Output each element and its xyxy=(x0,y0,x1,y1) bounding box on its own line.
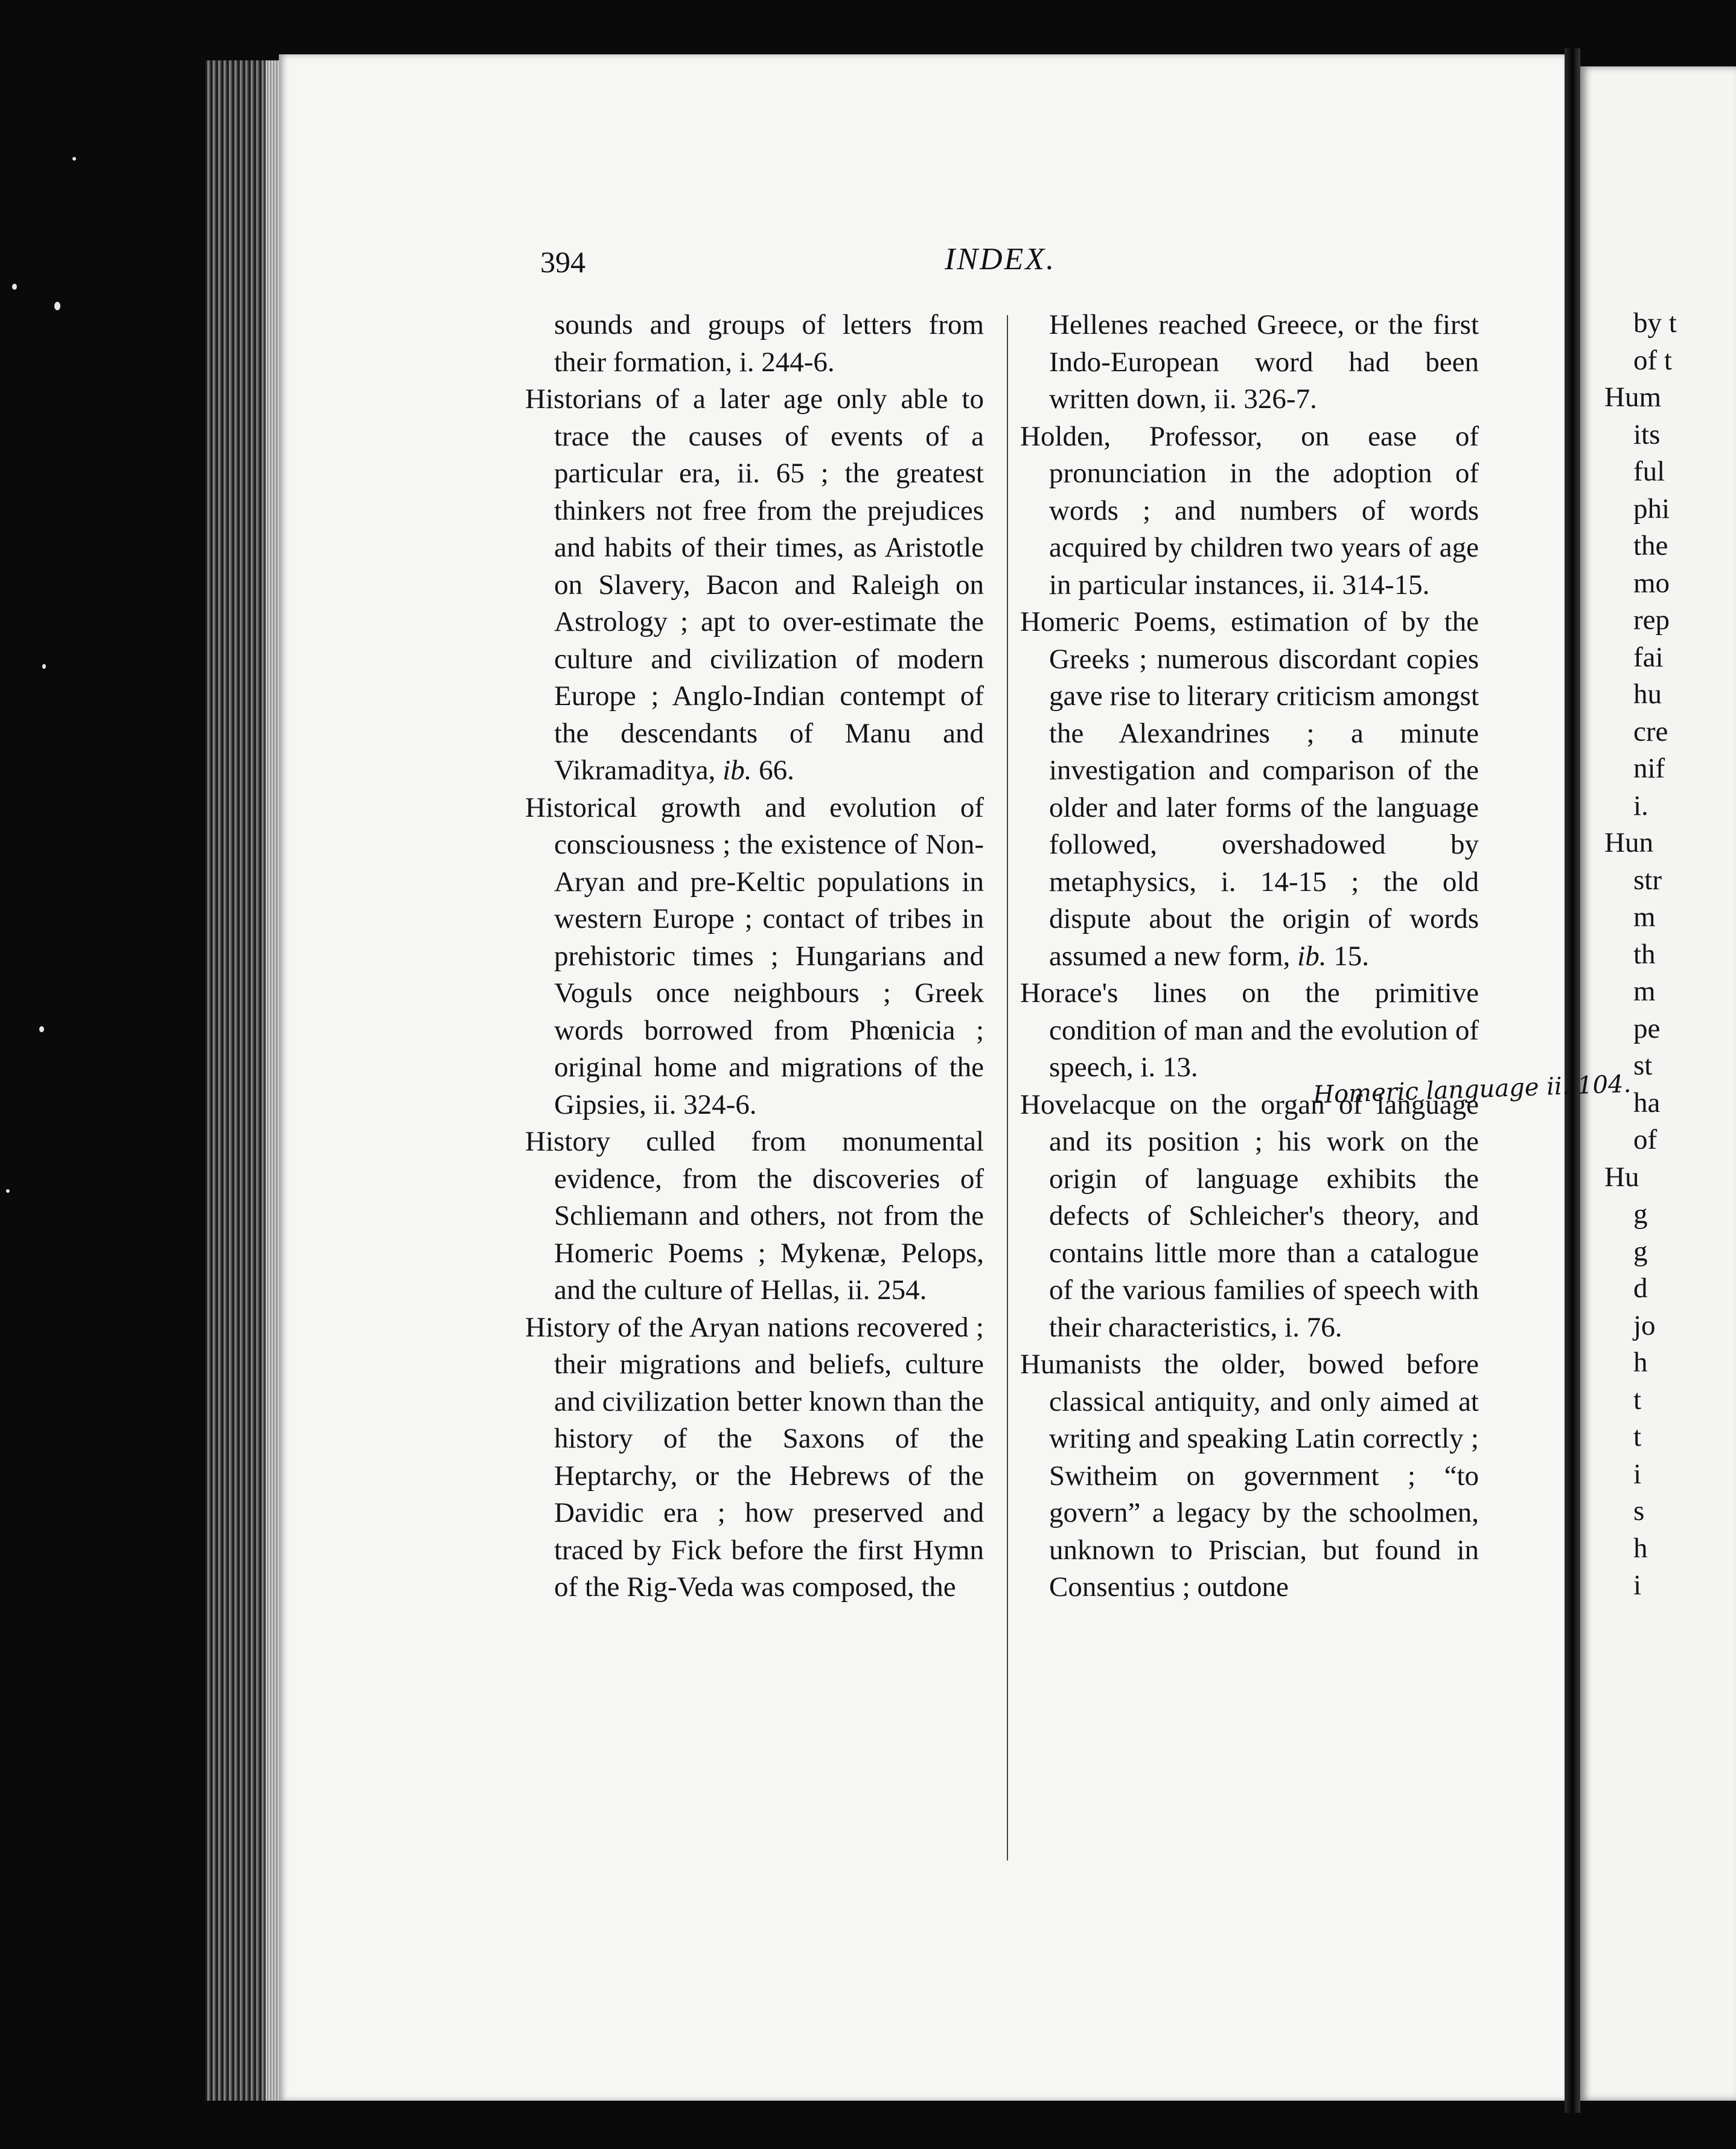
next-page-line-fragment: th xyxy=(1633,938,1656,970)
next-page-line-fragment: the xyxy=(1633,530,1668,561)
next-page-fragments xyxy=(1604,305,1677,1605)
scan-speck xyxy=(6,1189,10,1193)
next-page-line-fragment: jo xyxy=(1633,1309,1656,1341)
next-page-line-fragment: mo xyxy=(1633,567,1670,599)
index-entry-continuation: sounds and groups of letters from their formation, i. 244-6. xyxy=(554,309,984,378)
index-entry: History of the Aryan nations recovered ; their migrations and beliefs, culture and civilization better known than the history of the Saxons of the Heptarchy, or the Hebrews of the Davidic era ; how preserved and traced by Fick before the first Hymn of the Rig-Veda was composed, the xyxy=(525,1311,984,1603)
next-page-line-fragment: ful xyxy=(1633,456,1665,487)
index-entry-ref-italic: ib. xyxy=(1297,940,1327,972)
index-entry-continuation: Hellenes reached Greece, or the first Indo-European word had been written down, ii. 326-7. xyxy=(1049,309,1479,415)
index-column-left xyxy=(525,307,984,1606)
handwritten-note: Homeric language ii. 104. xyxy=(1312,1070,1632,1110)
index-entry xyxy=(1020,604,1479,975)
next-page-line-fragment: nif xyxy=(1633,753,1665,784)
next-page-line-fragment: i xyxy=(1633,1458,1642,1490)
index-entry-ref: 66. xyxy=(752,755,794,786)
next-page-line-fragment: Hun xyxy=(1604,827,1653,858)
next-page-line-fragment: m xyxy=(1633,901,1656,933)
next-page-line-fragment: str xyxy=(1633,864,1662,896)
next-page-line-fragment: st xyxy=(1633,1050,1653,1081)
running-head: INDEX. xyxy=(945,242,1056,276)
next-page-line-fragment: h xyxy=(1633,1532,1648,1564)
index-entry xyxy=(525,381,984,790)
next-page-line-fragment: pe xyxy=(1633,1012,1661,1044)
next-page-line-fragment: phi xyxy=(1633,493,1670,525)
next-page-line-fragment: of t xyxy=(1633,344,1672,376)
next-page-line-fragment: t xyxy=(1633,1421,1642,1452)
index-entry: Horace's lines on the primitive condition of man and the evolution of speech, i. 13. xyxy=(1020,977,1479,1083)
next-page-line-fragment: Hum xyxy=(1604,382,1661,413)
next-page-line-fragment: i xyxy=(1633,1569,1642,1601)
index-entry-text: Homeric Poems, estimation of by the Greeks ; numerous discordant copies gave rise to literary criticism amongst the Alexandrines ; a minute investigation and comparison of the older and later forms of the language followed, overshadowed by metaphysics, i. 14-15 ; the old dispute about the origin of words assumed a new form, xyxy=(1020,606,1479,972)
next-page-line-fragment: s xyxy=(1633,1495,1645,1527)
next-page-line-fragment: cre xyxy=(1633,715,1668,747)
next-page-line-fragment: i. xyxy=(1633,790,1648,822)
index-entry-ref: 15. xyxy=(1326,940,1369,972)
column-rule xyxy=(1007,315,1008,1860)
next-page-line-fragment: its xyxy=(1633,418,1661,450)
index-entry: Historical growth and evolution of consciousness ; the existence of Non-Aryan and pre-Keltic populations in western Europe ; contact of tribes in prehistoric times ; Hungarians and Voguls once neighbours ; Greek words borrowed from Phœnicia ; original home and migrations of the Gipsies, ii. 324-6. xyxy=(525,791,984,1120)
next-page-line-fragment: rep xyxy=(1633,604,1670,636)
next-page-line-fragment: h xyxy=(1633,1347,1648,1378)
scan-speck xyxy=(72,157,76,161)
next-page-line-fragment: m xyxy=(1633,976,1656,1007)
index-entry-text: Historians of a later age only able to trace the causes of events of a particular era, ii. 65 ; the greatest thinkers not free from the prejudices and habits of their times, as Aristotle on Slavery, Bacon and Raleigh on Astrology ; apt to over-estimate the culture and civilization of modern Europe ; Anglo-Indian contempt of the descendants of Manu and Vikramaditya, xyxy=(525,383,984,786)
next-page-line-fragment: g xyxy=(1633,1235,1648,1267)
next-page-line-fragment: ha xyxy=(1633,1087,1661,1119)
next-page-line-fragment: hu xyxy=(1633,679,1662,710)
scan-speck xyxy=(39,1026,44,1032)
next-page-line-fragment: t xyxy=(1633,1384,1642,1416)
index-column-right xyxy=(1020,307,1479,1606)
next-page-line-fragment: Hu xyxy=(1604,1161,1639,1193)
next-page-line-fragment: by t xyxy=(1633,307,1677,339)
next-page-line-fragment: of xyxy=(1633,1124,1658,1155)
scan-speck xyxy=(12,284,17,290)
index-entry: Hovelacque on the organ of language and its position ; his work on the origin of language exhibits the defects of Schleicher's theory, and contains little more than a catalogue of the various families of speech with their characteristics, i. 76. xyxy=(1020,1088,1479,1343)
index-entry: Humanists the older, bowed before classical antiquity, and only aimed at writing and speaking Latin correctly ; Switheim on government ; “to govern” a legacy by the schoolmen, unknown to Priscian, but found in Consentius ; outdone xyxy=(1020,1349,1479,1603)
page-number: 394 xyxy=(540,245,586,279)
index-entry-ref-italic: ib. xyxy=(723,755,752,786)
next-page-line-fragment: d xyxy=(1633,1272,1648,1304)
next-page-line-fragment: g xyxy=(1633,1198,1648,1230)
index-entry: History culled from monumental evidence, from the discoveries of Schliemann and others, not from the Homeric Poems ; Mykenæ, Pelops, and the culture of Hellas, ii. 254. xyxy=(525,1126,984,1306)
scan-speck xyxy=(42,664,46,669)
scan-speck xyxy=(54,302,60,310)
index-entry: Holden, Professor, on ease of pronunciation in the adoption of words ; and numbers of words acquired by children two years of age in particular instances, ii. 314-15. xyxy=(1020,420,1479,601)
next-page-line-fragment: fai xyxy=(1633,641,1664,673)
